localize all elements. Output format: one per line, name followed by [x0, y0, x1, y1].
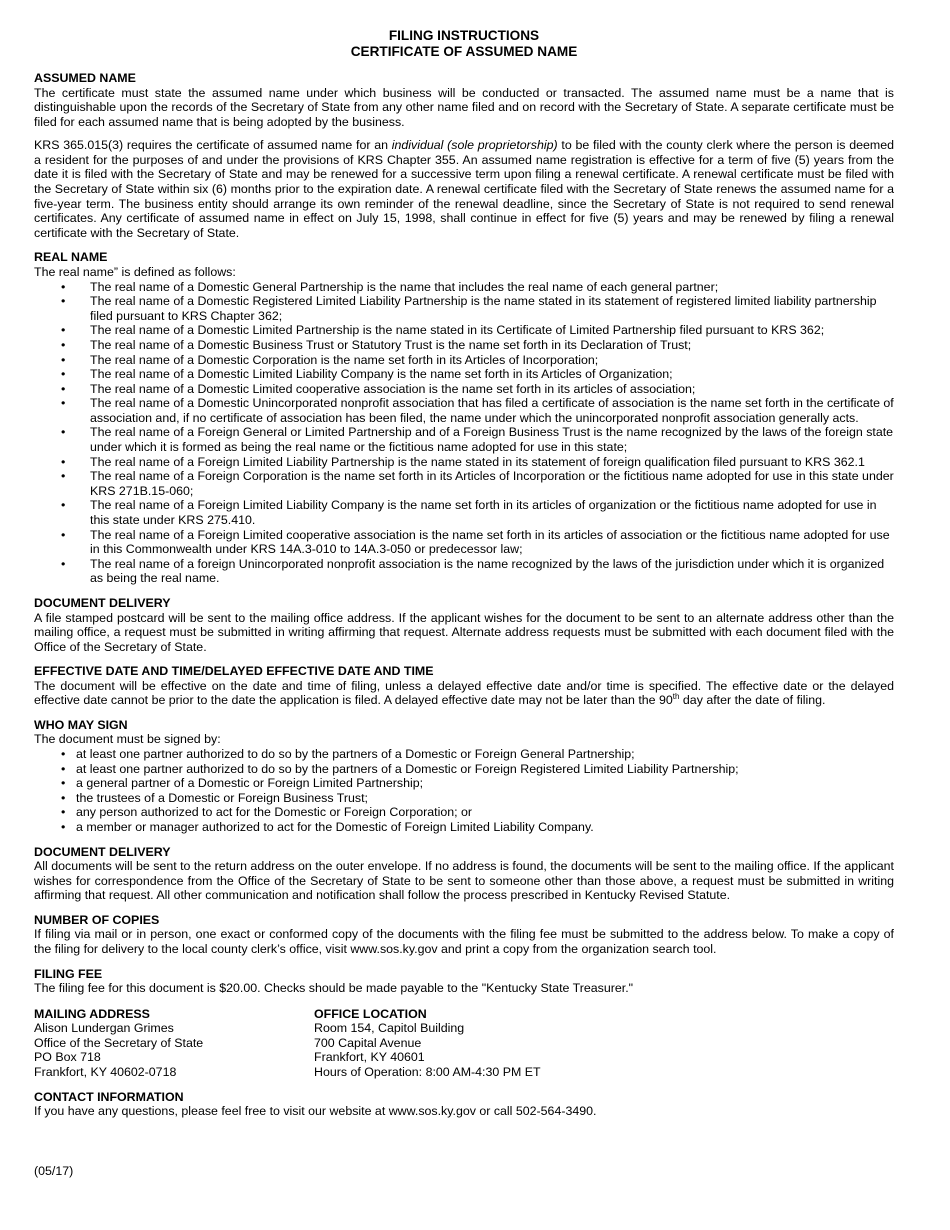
heading-office-location: OFFICE LOCATION: [314, 1006, 427, 1021]
list-item: • a member or manager authorized to act for the Domestic of Foreign Limited Liability Company.: [34, 820, 894, 835]
office-line: Hours of Operation: 8:00 AM-4:30 PM ET: [314, 1064, 541, 1079]
title-filing-instructions: FILING INSTRUCTIONS: [388, 28, 540, 43]
list-item: • The real name of a Foreign General or Limited Partnership and of a Foreign Business Trust is the name recognized by the laws of the foreign state under which it is formed as being the real name or the fictitious name adopted for use in this state;: [34, 425, 894, 454]
list-item: • The real name of a Foreign Limited Liability Partnership is the name stated in its statement of foreign qualification filed pursuant to KRS 362.1: [34, 455, 894, 470]
effective-date-text-start: The document will be effective on the date and time of filing, unless a delayed effective date and/or time is specified. The effective date or the delayed effective date cannot be prior to the date the application is filed. A delayed effective date may not be later than the 90: [34, 678, 894, 708]
assumed-name-paragraph-1: The certificate must state the assumed name under which business will be conducted or transacted. The assumed name must be a name that is distinguishable upon the records of the Secretary of State from any other name filed and on record with the Secretary of State. A separate certificate must be filed for each assumed name that is being adopted by the business.: [34, 85, 894, 129]
document-delivery-1-text: A file stamped postcard will be sent to the mailing office address. If the applicant wishes for the document to be sent to an alternate address other than the mailing office, a request must be submitted in writing affirming that request. Alternate address requests must be submitted with each document filed with the Office of the Secretary of State.: [34, 610, 894, 654]
title-certificate: CERTIFICATE OF ASSUMED NAME: [350, 44, 578, 59]
list-item: • The real name of a Domestic Unincorporated nonprofit association that has filed a certificate of association is the name set forth in the certificate of association and, if no certificate of association has been filed, the name under which the unincorporated nonprofit association generally acts.: [34, 396, 894, 425]
heading-effective-date: EFFECTIVE DATE AND TIME/DELAYED EFFECTIVE DATE AND TIME: [34, 664, 434, 679]
p2-text-end: to be filed with the county clerk where the person is deemed a resident for the purposes of and under the provisions of KRS Chapter 355. An assumed name registration is effective for a term of five (5) years from the date it is filed with the Secretary of State and may be renewed for a successive term upon filing a renewal certificate. A renewal certificate must be filed with the Secretary of State within six (6) months prior to the expiration date. A renewal certificate filed with the Secretary of State renews the assumed name for a five-year term. The business entity should arrange its own reminder of the renewal deadline, since the Secretary of State is not required to send renewal certificates. Any certificate of assumed name in effect on July 15, 1998, shall continue in effect for five (5) years and may be renewed by filing a renewal certificate with the Secretary of State.: [34, 138, 894, 240]
office-line: Frankfort, KY 40601: [314, 1050, 425, 1065]
heading-mailing-address: MAILING ADDRESS: [34, 1006, 150, 1021]
list-item: • The real name of a Domestic Registered Limited Liability Partnership is the name stated in its statement of registered limited liability partnership filed pursuant to KRS Chapter 362;: [34, 294, 894, 323]
heading-document-delivery-2: DOCUMENT DELIVERY: [34, 844, 171, 859]
signer-list: [34, 747, 894, 835]
mailing-line: PO Box 718: [34, 1050, 101, 1065]
list-item: • any person authorized to act for the Domestic or Foreign Corporation; or: [34, 805, 894, 820]
list-item: • at least one partner authorized to do so by the partners of a Domestic or Foreign General Partnership;: [34, 747, 894, 762]
number-of-copies-text: If filing via mail or in person, one exact or conformed copy of the documents with the filing fee must be submitted to the address below. To make a copy of the filing for delivery to the local county clerk’s office, visit www.sos.ky.gov and print a copy from the organization search tool.: [34, 927, 894, 956]
heading-filing-fee: FILING FEE: [34, 966, 103, 981]
list-item: • the trustees of a Domestic or Foreign Business Trust;: [34, 791, 894, 806]
list-item: • The real name of a Domestic Limited Liability Company is the name set forth in its Articles of Organization;: [34, 367, 894, 382]
list-item: • The real name of a Domestic General Partnership is the name that includes the real name of each general partner;: [34, 280, 894, 295]
ordinal-superscript: th: [672, 692, 680, 702]
list-item: • The real name of a Foreign Limited cooperative association is the name set forth in its articles of association or the fictitious name adopted for use in this Commonwealth under KRS 14A.3-010 to 14A.3-050 or predecessor law;: [34, 528, 894, 557]
effective-date-text-end: day after the date of filing.: [679, 693, 826, 708]
document-delivery-2-text: All documents will be sent to the return address on the outer envelope. If no address is found, the documents will be sent to the mailing office. If the applicant wishes for correspondence from the Office of the Secretary of State to be sent to someone other than those above, a request must be submitted in writing affirming that request. All other communication and notification shall follow the process prescribed in Kentucky Revised Statute.: [34, 859, 894, 903]
heading-real-name: REAL NAME: [34, 250, 108, 265]
office-line: 700 Capital Avenue: [314, 1035, 422, 1050]
list-item: • The real name of a Domestic Corporation is the name set forth in its Articles of Incorporation;: [34, 353, 894, 368]
list-item: • The real name of a Domestic Limited cooperative association is the name set forth in its articles of association;: [34, 382, 894, 397]
heading-who-may-sign: WHO MAY SIGN: [34, 717, 128, 732]
list-item: • at least one partner authorized to do so by the partners of a Domestic or Foreign Registered Limited Liability Partnership;: [34, 762, 894, 777]
contact-text: If you have any questions, please feel free to visit our website at www.sos.ky.gov or call 502-564-3490.: [34, 1104, 597, 1119]
list-item: • The real name of a Foreign Corporation is the name set forth in its Articles of Incorporation or the fictitious name adopted for use in this state under KRS 271B.15-060;: [34, 469, 894, 498]
mailing-line: Office of the Secretary of State: [34, 1035, 204, 1050]
revision-date: (05/17): [34, 1164, 74, 1178]
list-item: • a general partner of a Domestic or Foreign Limited Partnership;: [34, 776, 894, 791]
p2-italic-text: individual (sole proprietorship): [391, 138, 558, 153]
mailing-address: [34, 1007, 314, 1080]
p2-text-start: KRS 365.015(3) requires the certificate of assumed name for an: [34, 138, 392, 153]
heading-assumed-name: ASSUMED NAME: [34, 71, 136, 85]
address-block: [34, 1007, 894, 1080]
filing-fee-text: The filing fee for this document is $20.00. Checks should be made payable to the "Kentucky State Treasurer.": [34, 981, 634, 996]
mailing-line: Frankfort, KY 40602-0718: [34, 1064, 177, 1079]
list-item: • The real name of a Foreign Limited Liability Company is the name set forth in its articles of organization or the fictitious name adopted for use in this state under KRS 275.410.: [34, 498, 894, 527]
list-item: • The real name of a Domestic Business Trust or Statutory Trust is the name set forth in its Declaration of Trust;: [34, 338, 894, 353]
document-page: [34, 28, 894, 1119]
real-name-intro: The real name” is defined as follows:: [34, 264, 236, 279]
office-line: Room 154, Capitol Building: [314, 1021, 465, 1036]
who-may-sign-intro: The document must be signed by:: [34, 732, 221, 747]
effective-date-text: [34, 679, 894, 708]
assumed-name-paragraph-2: [34, 138, 894, 240]
office-location: [314, 1007, 714, 1080]
heading-contact-information: CONTACT INFORMATION: [34, 1089, 184, 1104]
list-item: • The real name of a foreign Unincorporated nonprofit association is the name recognized by the laws of the jurisdiction under which it is organized as being the real name.: [34, 557, 894, 586]
mailing-line: Alison Lundergan Grimes: [34, 1021, 174, 1036]
heading-number-of-copies: NUMBER OF COPIES: [34, 912, 160, 927]
real-name-list: [34, 280, 894, 586]
heading-document-delivery-1: DOCUMENT DELIVERY: [34, 596, 171, 610]
list-item: • The real name of a Domestic Limited Partnership is the name stated in its Certificate of Limited Partnership filed pursuant to KRS 362;: [34, 323, 894, 338]
